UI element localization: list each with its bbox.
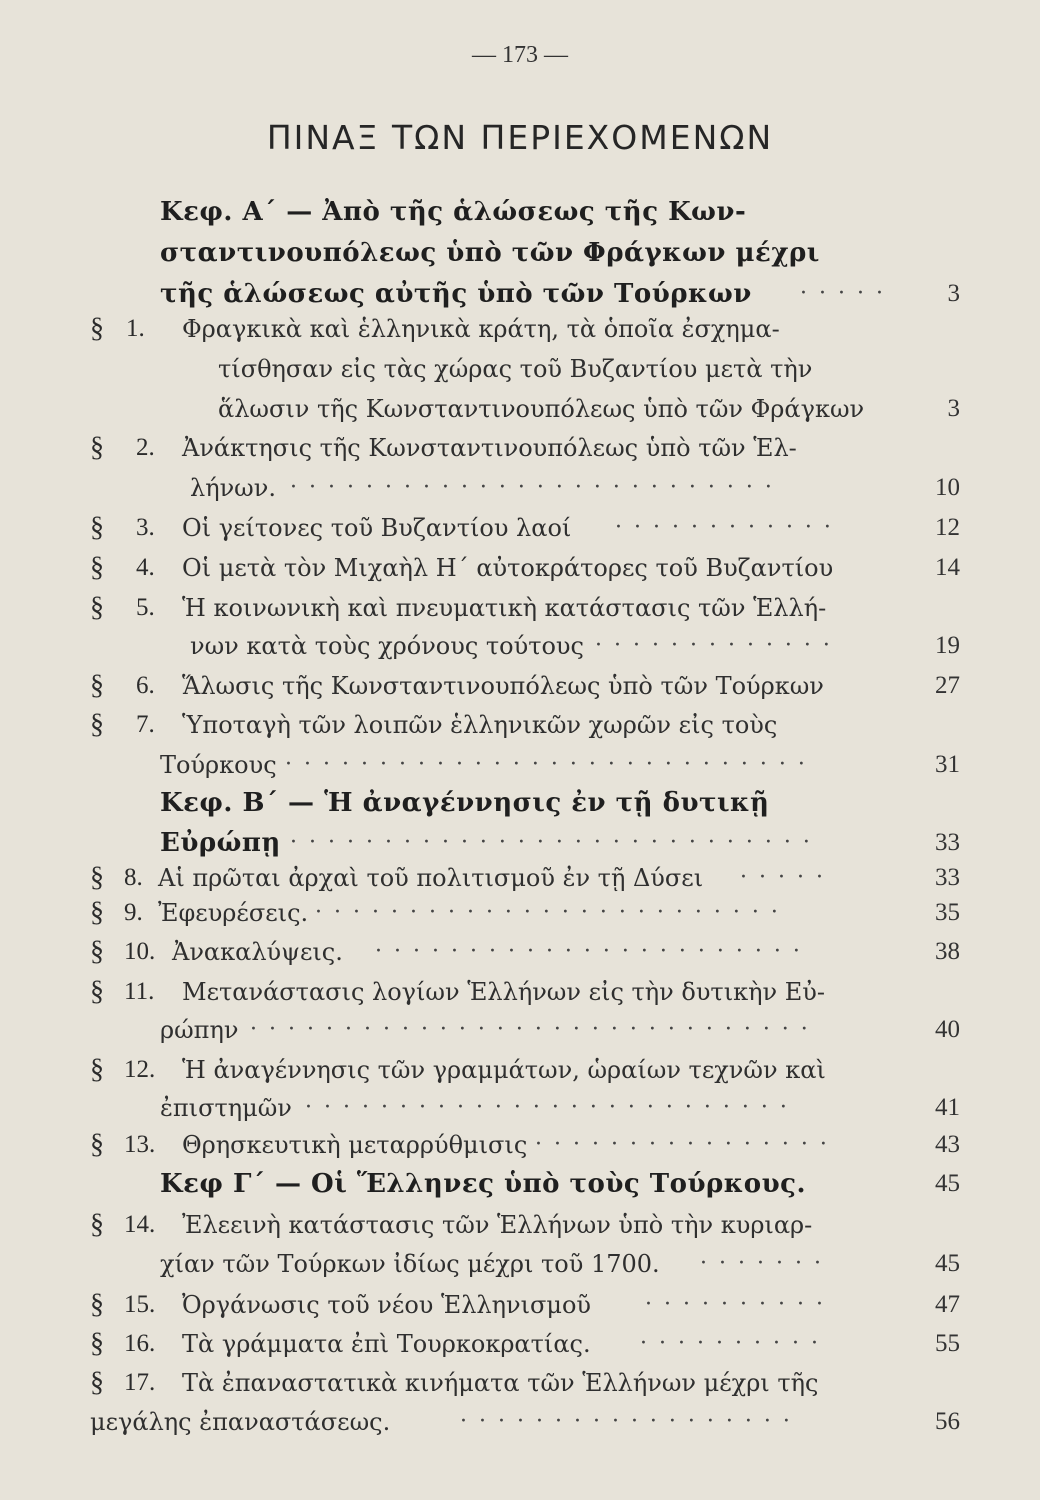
- entry-text: Ὀργάνωσις τοῦ νέου Ἑλληνισμοῦ: [182, 1291, 592, 1319]
- page-ref: 14: [935, 554, 960, 581]
- entry-number: 16.: [124, 1330, 156, 1357]
- toc-entry: [0, 1205, 1040, 1245]
- entry-number: 4.: [136, 554, 155, 581]
- chapter-c-line1: Κεφ Γ΄ — Οἱ Ἕλληνες ὑπὸ τοὺς Τούρκους.: [160, 1169, 807, 1199]
- chapter-heading: [0, 823, 1040, 863]
- chapter-heading: [0, 783, 1040, 823]
- section-sign: §: [90, 1129, 104, 1160]
- entry-number: 7.: [136, 711, 155, 738]
- leader-dots: ············: [615, 515, 843, 540]
- chapter-b-line2: Εὐρώπῃ: [160, 828, 281, 858]
- entry-text: Τούρκους: [160, 751, 277, 779]
- page-ref: 3: [947, 280, 960, 307]
- toc-entry: [0, 1050, 1040, 1090]
- section-sign: §: [90, 897, 104, 928]
- toc-entry: [0, 508, 1040, 548]
- entry-number: 1.: [126, 315, 145, 342]
- entry-text: ἐπιστημῶν: [160, 1094, 292, 1122]
- section-sign: §: [90, 552, 104, 583]
- page-ref: 45: [935, 1250, 960, 1277]
- entry-text: Θρησκευτικὴ μεταρρύθμισις: [182, 1131, 528, 1159]
- section-sign: §: [90, 976, 104, 1007]
- section-sign: §: [90, 1209, 104, 1240]
- chapter-heading: [0, 192, 1040, 232]
- page-ref: 33: [935, 864, 960, 891]
- toc-entry: [0, 1125, 1040, 1165]
- leader-dots: ·····: [800, 281, 895, 306]
- chapter-a-line1: Κεφ. Α΄ — Ἀπὸ τῆς ἁλώσεως τῆς Κων-: [160, 197, 747, 227]
- entry-number: 11.: [124, 978, 155, 1005]
- toc-entry-continued: [0, 626, 1040, 666]
- page-ref: 41: [935, 1094, 960, 1121]
- page-ref: 56: [935, 1408, 960, 1435]
- chapter-a-line2: σταντινουπόλεως ὑπὸ τῶν Φράγκων μέχρι: [160, 238, 820, 268]
- leader-dots: ················: [535, 1132, 839, 1157]
- toc-entry-continued: [0, 1244, 1040, 1284]
- page-ref: 55: [935, 1330, 960, 1357]
- toc-entry: [0, 309, 1040, 349]
- section-sign: §: [90, 1328, 104, 1359]
- leader-dots: ··························: [290, 475, 784, 500]
- entry-number: 2.: [136, 434, 155, 461]
- leader-dots: ·····: [740, 865, 835, 890]
- page-ref: 45: [935, 1170, 960, 1197]
- toc-entry: [0, 1324, 1040, 1364]
- section-sign: §: [90, 709, 104, 740]
- entry-number: 17.: [124, 1369, 156, 1396]
- page-ref: 35: [935, 899, 960, 926]
- entry-number: 12.: [124, 1056, 156, 1083]
- section-sign: §: [90, 1367, 104, 1398]
- page-title: ΠΙΝΑΞ ΤΩΝ ΠΕΡΙΕΧΟΜΕΝΩΝ: [266, 118, 774, 157]
- entry-number: 13.: [124, 1131, 156, 1158]
- entry-text: νων κατὰ τοὺς χρόνους τούτους: [190, 632, 584, 660]
- entry-number: 14.: [124, 1211, 156, 1238]
- page-ref: 38: [935, 938, 960, 965]
- entry-text: Ἡ ἀναγέννησις τῶν γραμμάτων, ὡραίων τεχνῶν καὶ: [182, 1056, 826, 1084]
- entry-text: Ὑποταγὴ τῶν λοιπῶν ἑλληνικῶν χωρῶν εἰς τοὺς: [182, 711, 778, 739]
- toc-entry-continued: [0, 349, 1040, 389]
- entry-text: Φραγκικὰ καὶ ἑλληνικὰ κράτη, τὰ ὁποῖα ἐσχημα-: [182, 315, 780, 343]
- leader-dots: ··················: [460, 1409, 802, 1434]
- toc-entry: [0, 428, 1040, 468]
- entry-text: Οἱ γείτονες τοῦ Βυζαντίου λαοί: [182, 514, 572, 542]
- page-ref: 19: [935, 632, 960, 659]
- leader-dots: ······························: [250, 1017, 820, 1042]
- entry-text: Ἐλεεινὴ κατάστασις τῶν Ἑλλήνων ὑπὸ τὴν κυριαρ-: [182, 1211, 813, 1239]
- leader-dots: ····························: [285, 752, 817, 777]
- entry-text: Ἀνακαλύψεις.: [172, 938, 343, 966]
- page-ref: 33: [935, 829, 960, 856]
- page-ref: 43: [935, 1131, 960, 1158]
- chapter-b-line1: Κεφ. Β΄ — Ἡ ἀναγέννησις ἐν τῇ δυτικῇ: [160, 788, 770, 818]
- section-sign: §: [90, 1054, 104, 1085]
- toc-entry: [0, 1363, 1040, 1403]
- toc-entry-continued: [0, 1088, 1040, 1128]
- page-ref: 31: [935, 751, 960, 778]
- toc-entry: [0, 705, 1040, 745]
- entry-text: τίσθησαν εἰς τὰς χώρας τοῦ Βυζαντίου μετὰ τὴν: [218, 355, 813, 383]
- leader-dots: ·························: [315, 900, 790, 925]
- entry-number: 6.: [136, 672, 155, 699]
- leader-dots: ·······: [700, 1251, 833, 1276]
- entry-number: 8.: [124, 864, 143, 891]
- entry-text: μεγάλης ἐπαναστάσεως.: [90, 1408, 391, 1436]
- page-ref: 27: [935, 672, 960, 699]
- toc-entry-continued: [0, 468, 1040, 508]
- entry-text: Μετανάστασις λογίων Ἑλλήνων εἰς τὴν δυτικὴν Εὐ-: [182, 978, 825, 1006]
- entry-text: ἅλωσιν τῆς Κωνσταντινουπόλεως ὑπὸ τῶν Φράγκων: [218, 395, 865, 423]
- page-ref: 47: [935, 1291, 960, 1318]
- chapter-a-line3: τῆς ἁλώσεως αὐτῆς ὑπὸ τῶν Τούρκων: [160, 279, 752, 309]
- entry-text: ρώπην: [160, 1016, 239, 1044]
- chapter-heading: [0, 233, 1040, 273]
- toc-entry-continued: [0, 1402, 1040, 1442]
- page-number: — 173 —: [472, 42, 568, 68]
- page-ref: 40: [935, 1016, 960, 1043]
- entry-text: Οἱ μετὰ τὸν Μιχαὴλ Η΄ αὐτοκράτορες τοῦ Βυζαντίου: [182, 554, 834, 582]
- entry-number: 3.: [136, 514, 155, 541]
- entry-text: Τὰ γράμματα ἐπὶ Τουρκοκρατίας.: [182, 1330, 591, 1358]
- section-sign: §: [90, 592, 104, 623]
- toc-entry: [0, 972, 1040, 1012]
- section-sign: §: [90, 1289, 104, 1320]
- leader-dots: ··························: [305, 1095, 799, 1120]
- section-sign: §: [90, 670, 104, 701]
- page-ref: 10: [935, 474, 960, 501]
- entry-text: Ἀνάκτησις τῆς Κωνσταντινουπόλεως ὑπὸ τῶν Ἑλ-: [182, 434, 797, 462]
- entry-text: Αἱ πρῶται ἀρχαὶ τοῦ πολιτισμοῦ ἐν τῇ Δύσει: [158, 864, 704, 892]
- entry-number: 15.: [124, 1291, 156, 1318]
- entry-number: 5.: [136, 594, 155, 621]
- toc-entry: [0, 858, 1040, 898]
- section-sign: §: [90, 432, 104, 463]
- section-sign: §: [90, 313, 104, 344]
- page-ref: 12: [935, 514, 960, 541]
- leader-dots: ··········: [640, 1331, 830, 1356]
- leader-dots: ·············: [595, 633, 842, 658]
- entry-text: Ἡ κοινωνικὴ καὶ πνευματικὴ κατάστασις τῶν Ἑλλή-: [182, 594, 827, 622]
- toc-entry: [0, 548, 1040, 588]
- leader-dots: ·······················: [375, 939, 812, 964]
- entry-number: 9.: [124, 899, 143, 926]
- page-ref: 3: [947, 395, 960, 422]
- section-sign: §: [90, 936, 104, 967]
- entry-number: 10.: [124, 938, 156, 965]
- toc-entry: [0, 1285, 1040, 1325]
- toc-entry: [0, 893, 1040, 933]
- toc-entry-continued: [0, 745, 1040, 785]
- section-sign: §: [90, 862, 104, 893]
- chapter-heading: [0, 1164, 1040, 1204]
- toc-entry: [0, 588, 1040, 628]
- entry-text: χίαν τῶν Τούρκων ἰδίως μέχρι τοῦ 1700.: [160, 1250, 660, 1278]
- leader-dots: ····························: [290, 830, 822, 855]
- leader-dots: ··········: [645, 1292, 835, 1317]
- entry-text: Τὰ ἐπαναστατικὰ κινήματα τῶν Ἑλλήνων μέχρι τῆς: [182, 1369, 819, 1397]
- entry-text: Ἅλωσις τῆς Κωνσταντινουπόλεως ὑπὸ τῶν Τούρκων: [182, 672, 824, 700]
- entry-text: Ἐφευρέσεις.: [158, 899, 309, 927]
- chapter-heading: [0, 274, 1040, 314]
- toc-entry: [0, 666, 1040, 706]
- entry-text: λήνων.: [190, 474, 276, 502]
- toc-entry-continued: [0, 389, 1040, 429]
- toc-entry-continued: [0, 1010, 1040, 1050]
- section-sign: §: [90, 512, 104, 543]
- toc-entry: [0, 932, 1040, 972]
